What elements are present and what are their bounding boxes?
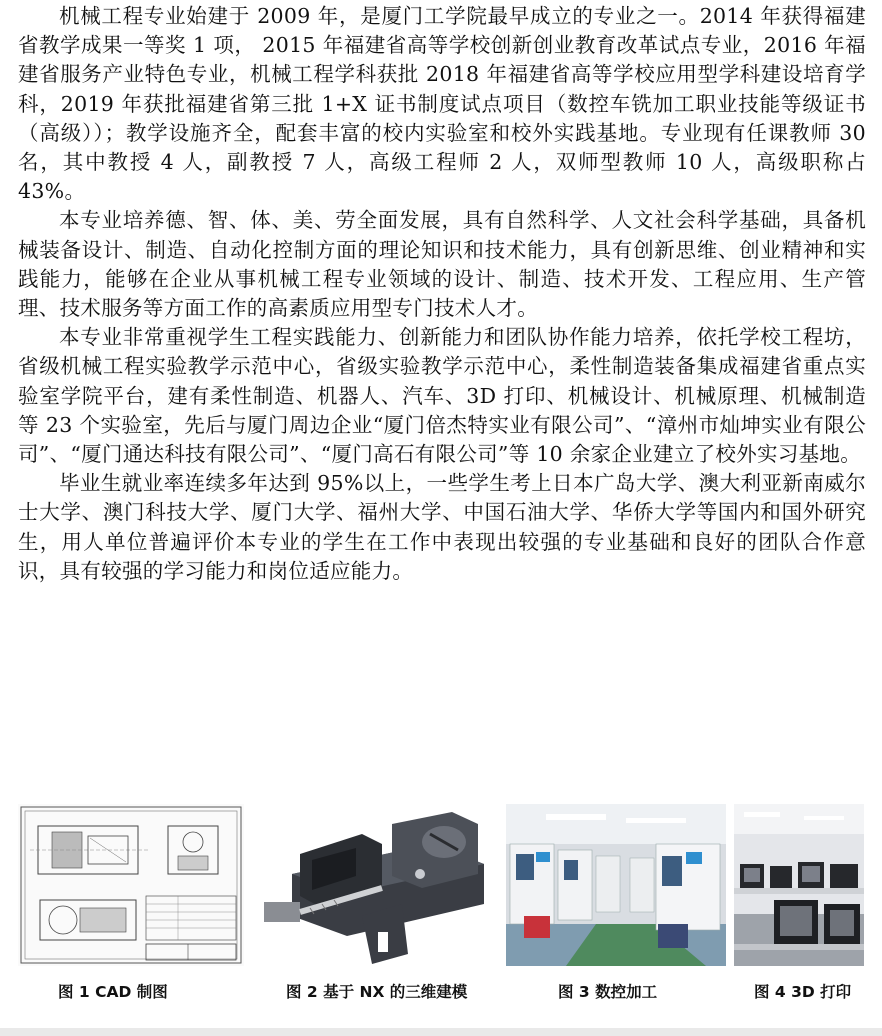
paragraph-history: 机械工程专业始建于 2009 年，是厦门工学院最早成立的专业之一。2014 年获得福建省教学成果一等奖 1 项， 2015 年福建省高等学校创新创业教育改革试点专业，2016 年福建省服务产业特色专业，机械工程学科获批 2018 年福建省高等学校应用型学科建设培育学科，2019 年获批福建省第三批 1+X 证书制度试点项目（数控车铣加工职业技能等级证书（高级））；教学设施齐全，配套丰富的校内实验室和校外实践基地。专业现有任课教师 30 名，其中教授 4 人，副教授 7 人，高级工程师 2 人，双师型教师 10 人，高级职称占 43%。 xyxy=(18,4,866,204)
paragraph-practice: 本专业非常重视学生工程实践能力、创新能力和团队协作能力培养，依托学校工程坊，省级机械工程实验教学示范中心，省级实验教学示范中心，柔性制造装备集成福建省重点实验室学院平台，建有柔性制造、机器人、汽车、3D 打印、机械设计、机械原理、机械制造等 23 个实验室，先后与厦门周边企业“厦门倍杰特实业有限公司”、“漳州市灿坤实业有限公司”、“厦门通达科技有限公司”、“厦门高石有限公司”等 10 余家企业建立了校外实习基地。 xyxy=(18,325,866,467)
figure-captions xyxy=(0,980,882,1008)
cad-drawing-image xyxy=(18,804,244,966)
3d-model-vise-image xyxy=(252,804,496,966)
3d-printing-lab-photo xyxy=(734,804,864,966)
cnc-lab-photo xyxy=(506,804,726,966)
caption-figure-1: 图 1 CAD 制图 xyxy=(58,983,168,1001)
article-body xyxy=(18,2,866,586)
paragraph-graduates: 毕业生就业率连续多年达到 95%以上，一些学生考上日本广岛大学、澳大利亚新南威尔士大学、澳门科技大学、厦门大学、福州大学、中国石油大学、华侨大学等国内和国外研究生，用人单位普遍评价本专业的学生在工作中表现出较强的专业基础和良好的团队合作意识，具有较强的学习能力和岗位适应能力。 xyxy=(18,471,866,583)
figure-strip xyxy=(18,804,864,969)
paragraph-training-goals: 本专业培养德、智、体、美、劳全面发展，具有自然科学、人文社会科学基础，具备机械装备设计、制造、自动化控制方面的理论知识和技术能力，具有创新思维、创业精神和实践能力，能够在企业从事机械工程专业领域的设计、制造、技术开发、工程应用、生产管理、技术服务等方面工作的高素质应用型专门技术人才。 xyxy=(18,208,866,321)
caption-figure-2: 图 2 基于 NX 的三维建模 xyxy=(286,983,468,1001)
caption-figure-3: 图 3 数控加工 xyxy=(558,983,658,1001)
page-bottom-divider xyxy=(0,1028,882,1036)
caption-figure-4: 图 4 3D 打印 xyxy=(754,983,852,1001)
